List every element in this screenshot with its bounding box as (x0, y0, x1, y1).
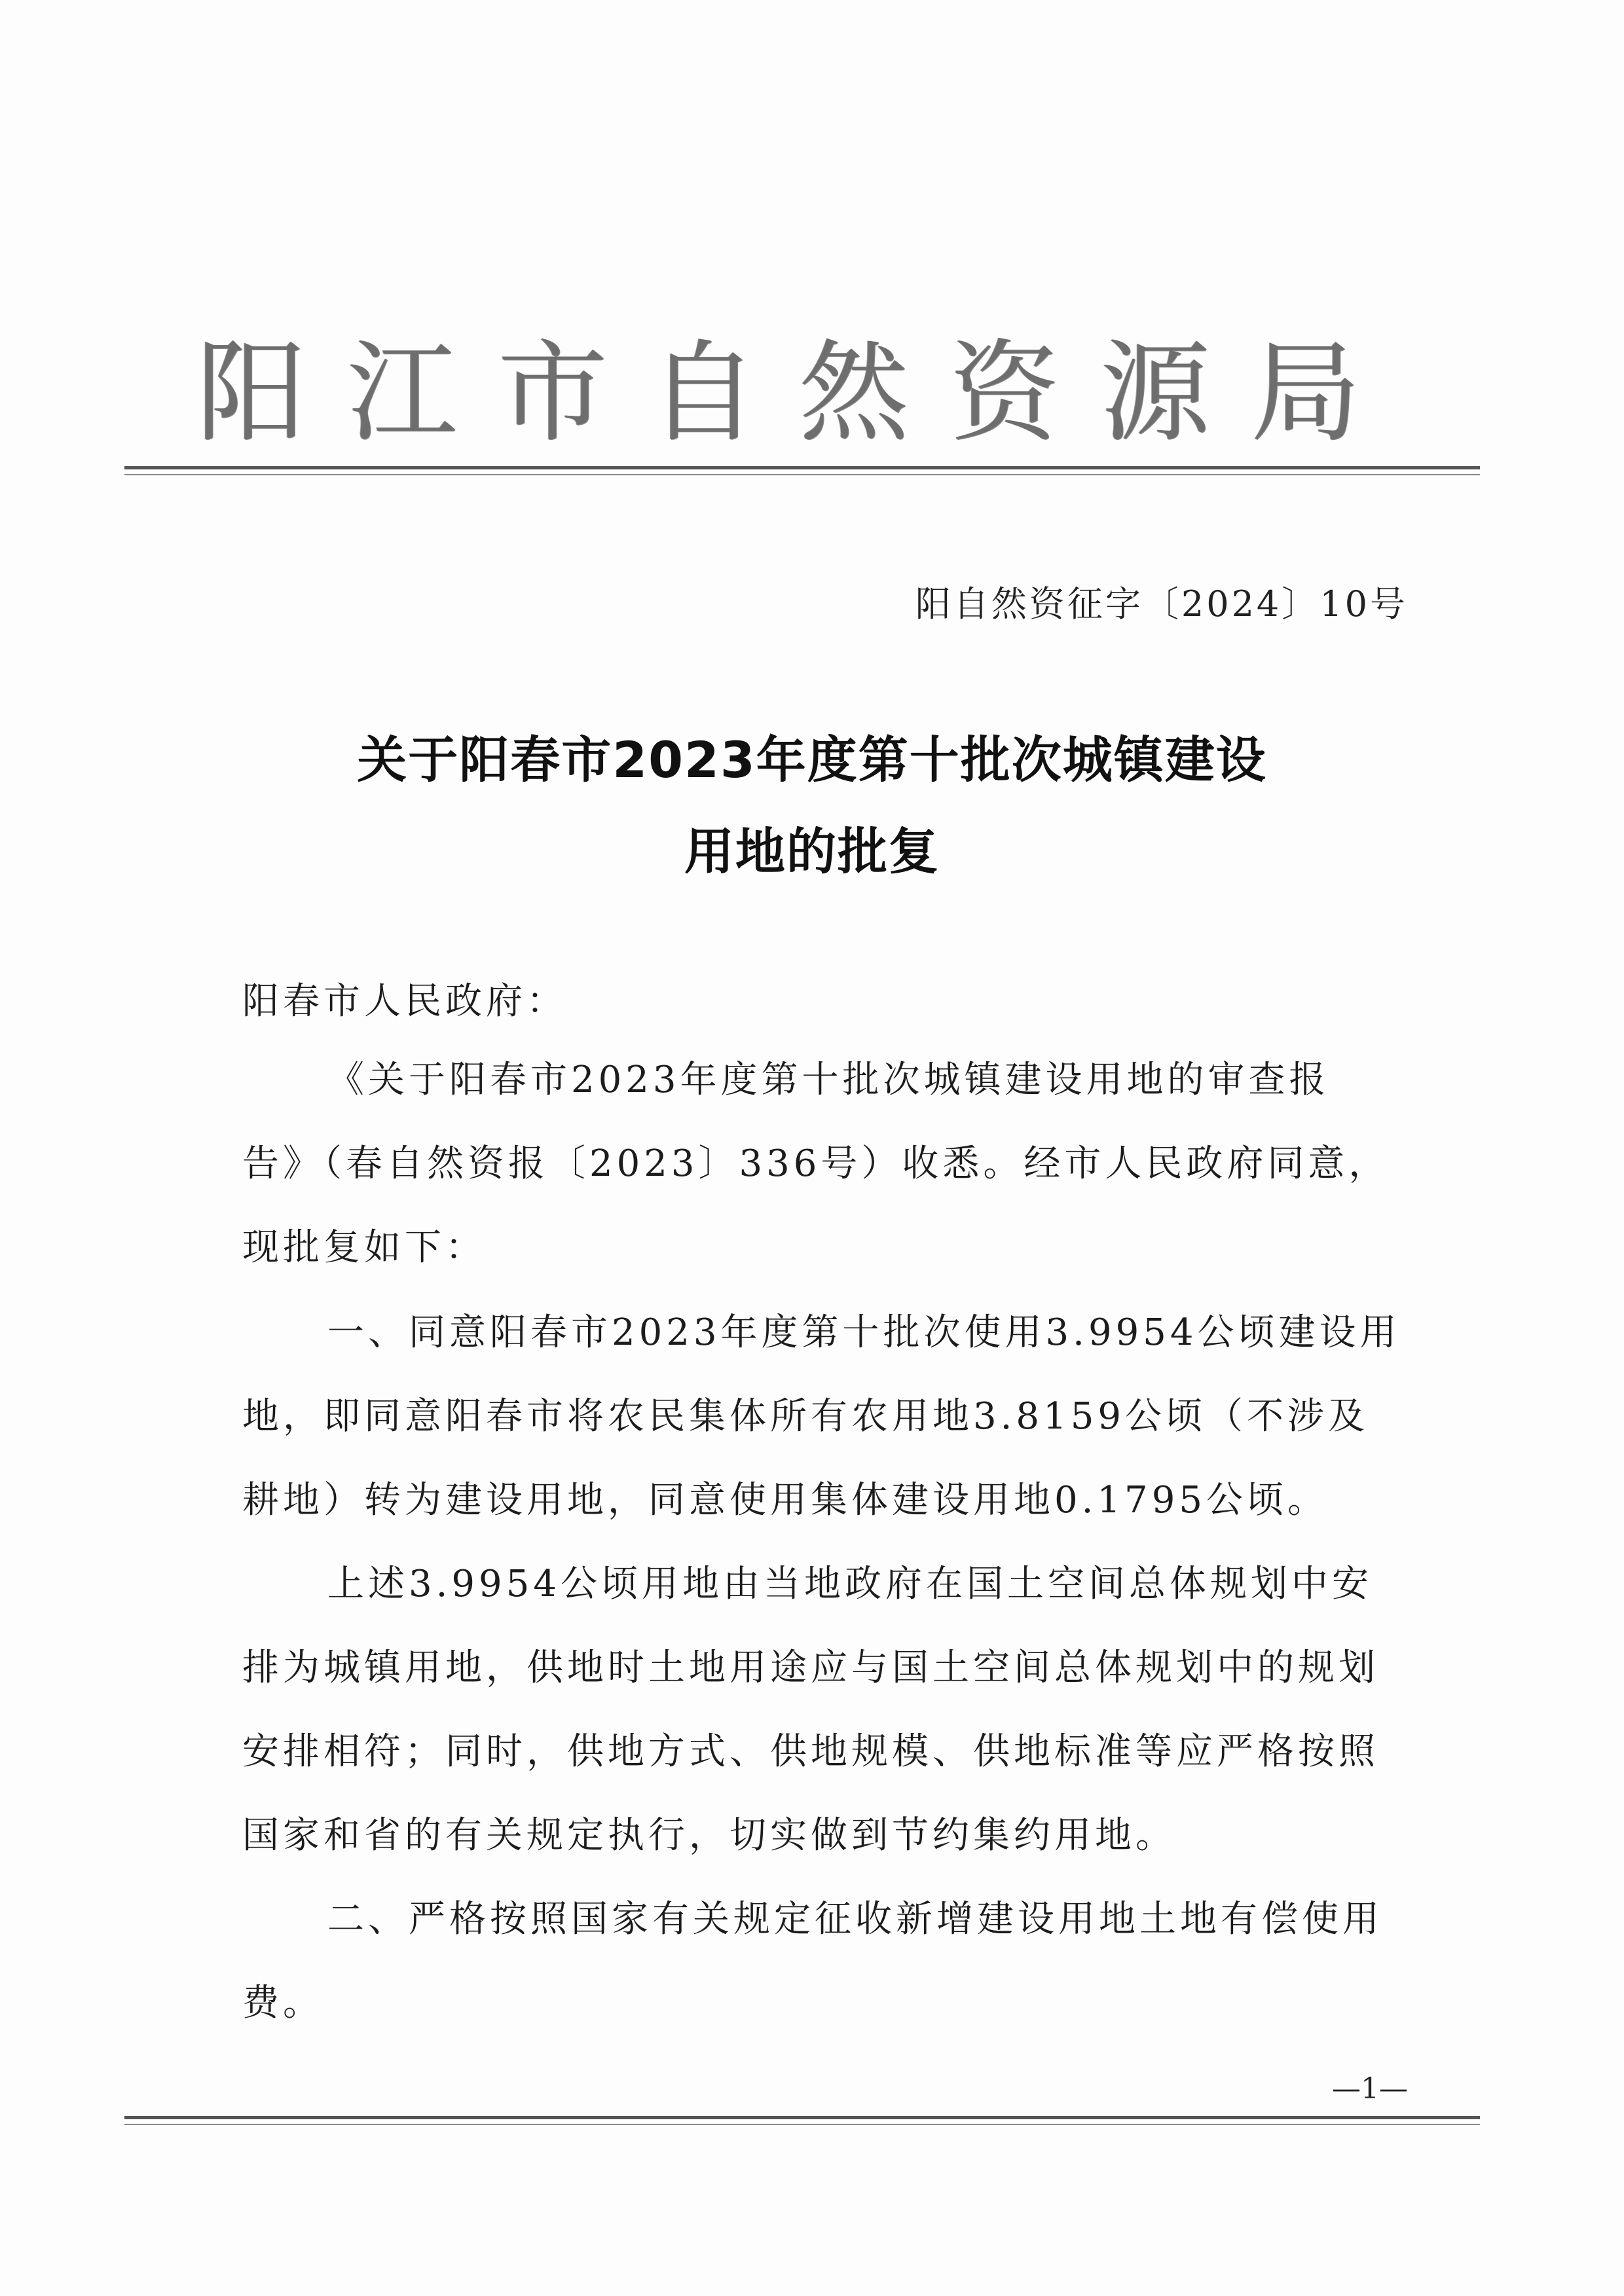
paragraph-3-line-1: 上述3.9954公顷用地由当地政府在国土空间总体规划中安 (327, 1563, 1373, 1605)
paragraph-2-line-1: 一、同意阳春市2023年度第十批次使用3.9954公顷建设用 (327, 1311, 1401, 1354)
addressee: 阳春市人民政府： (242, 980, 567, 1023)
document-number: 阳自然资征字〔2024〕10号 (915, 583, 1408, 625)
paragraph-4-line-1: 二、严格按照国家有关规定征收新增建设用地土地有偿使用 (327, 1898, 1383, 1941)
document-title-line-2: 用地的批复 (684, 822, 940, 881)
masthead-rule-thin (124, 474, 1480, 475)
paragraph-1-line-2: 告》（春自然资报〔2023〕336号）收悉。经市人民政府同意， (242, 1142, 1390, 1185)
paragraph-2-line-2: 地，即同意阳春市将农民集体所有农用地3.8159公顷（不涉及 (242, 1395, 1369, 1438)
footer-rule-thin (124, 2124, 1480, 2125)
masthead-org-name: 阳江市自然资源局 (196, 329, 1401, 457)
paragraph-1-line-3: 现批复如下： (242, 1226, 486, 1269)
paragraph-3-line-3: 安排相符；同时，供地方式、供地规模、供地标准等应严格按照 (242, 1730, 1379, 1773)
paragraph-3-line-2: 排为城镇用地，供地时土地用途应与国土空间总体规划中的规划 (242, 1647, 1379, 1689)
paragraph-2-line-3: 耕地）转为建设用地，同意使用集体建设用地0.1795公顷。 (242, 1479, 1328, 1522)
document-title-line-1: 关于阳春市2023年度第十批次城镇建设 (357, 731, 1267, 789)
paragraph-3-line-4: 国家和省的有关规定执行，切实做到节约集约用地。 (242, 1814, 1176, 1857)
footer-rule (124, 2116, 1480, 2119)
paragraph-1-line-1: 《关于阳春市2023年度第十批次城镇建设用地的审查报 (327, 1059, 1330, 1101)
paragraph-4-line-2: 费。 (242, 1982, 323, 2024)
masthead-rule (124, 466, 1480, 469)
page-number: —1— (1332, 2072, 1408, 2105)
